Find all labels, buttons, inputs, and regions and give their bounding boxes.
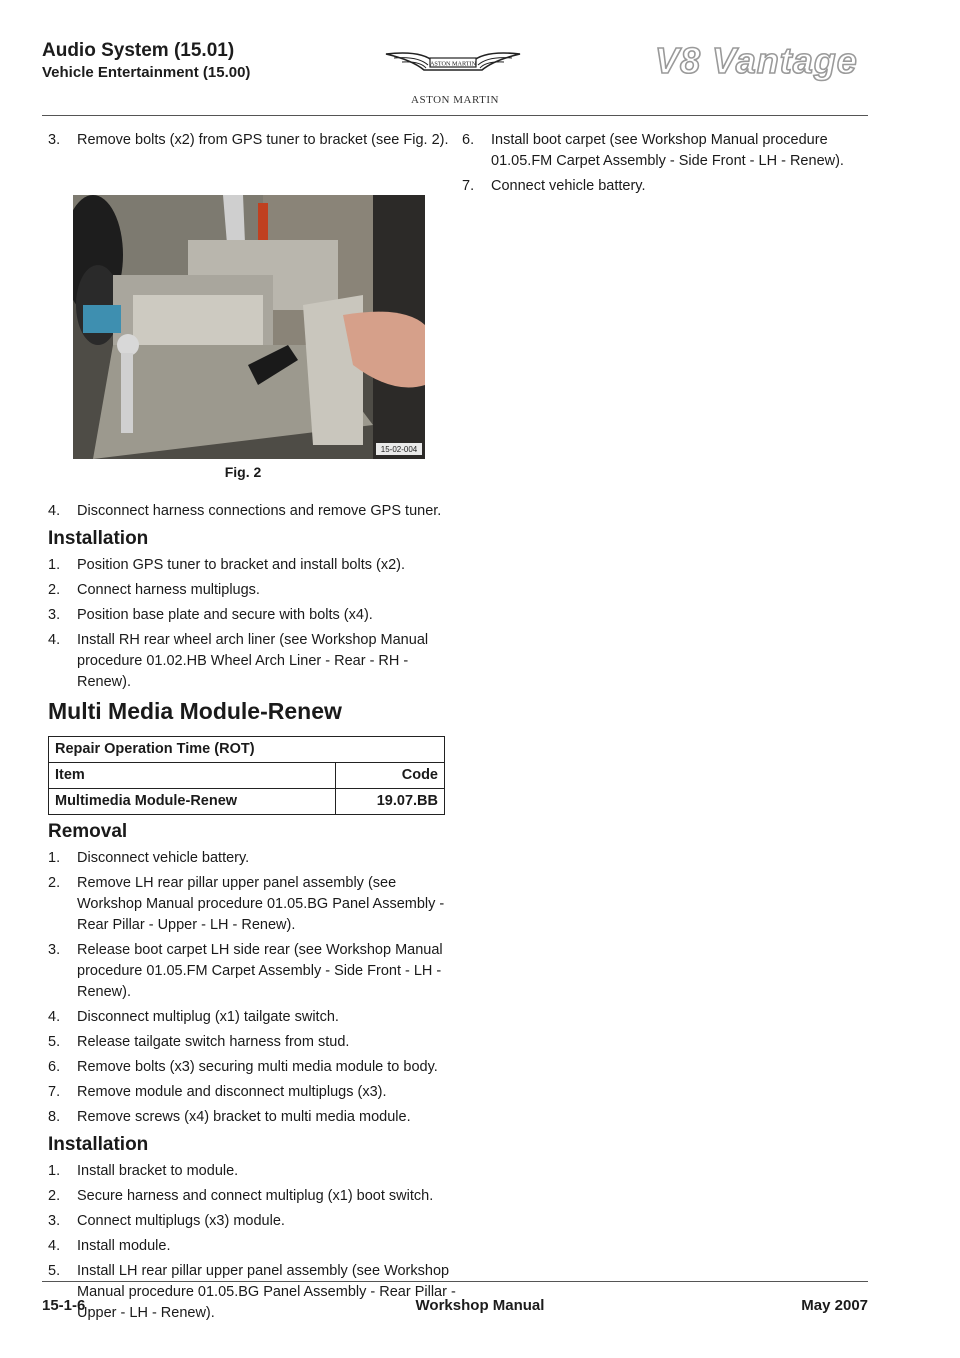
removal-steps-after-figure <box>48 501 458 522</box>
list-item <box>48 1082 458 1103</box>
installation2-heading: Installation <box>48 1134 149 1155</box>
step-text: Install module. <box>77 1238 171 1254</box>
step-number: 4. <box>48 503 61 519</box>
step-text: Remove screws (x4) bracket to multi media module. <box>77 1109 411 1125</box>
footer-divider <box>42 1281 868 1282</box>
installation-steps <box>48 555 458 693</box>
section-title-header: Audio System (15.01) <box>42 40 235 61</box>
list-item <box>48 130 458 151</box>
step-number: 7. <box>48 1084 61 1100</box>
figure-caption: Fig. 2 <box>224 464 262 480</box>
step-number: 5. <box>48 1263 61 1279</box>
step-number: 6. <box>48 1059 61 1075</box>
header-divider <box>42 115 868 116</box>
step-number: 2. <box>48 1188 61 1204</box>
rot-table <box>48 736 445 815</box>
step-text: Install RH rear wheel arch liner (see Workshop Manual procedure 01.02.HB Wheel Arch Liner - Rear - RH - Renew). <box>77 632 429 690</box>
list-item <box>48 605 458 626</box>
list-item <box>48 1186 458 1207</box>
step-number: 3. <box>48 607 61 623</box>
list-item <box>48 1107 458 1128</box>
list-item <box>48 1057 458 1078</box>
step-number: 4. <box>48 1238 61 1254</box>
step-number: 6. <box>462 132 475 148</box>
table-row <box>49 789 445 815</box>
step-number: 4. <box>48 1009 61 1025</box>
step-number: 3. <box>48 132 61 148</box>
step-text: Position GPS tuner to bracket and install bolts (x2). <box>77 557 406 573</box>
rot-row-item: Multimedia Module-Renew <box>49 789 336 815</box>
installation2-steps-continued <box>462 130 872 197</box>
step-number: 2. <box>48 582 61 598</box>
list-item <box>48 1161 458 1182</box>
step-number: 1. <box>48 557 61 573</box>
step-text: Remove bolts (x3) securing multi media module to body. <box>77 1059 438 1075</box>
list-item <box>48 1236 458 1257</box>
step-number: 1. <box>48 1163 61 1179</box>
footer-page-number: 15-1-6 <box>42 1297 86 1314</box>
step-text: Disconnect multiplug (x1) tailgate switch. <box>77 1009 339 1025</box>
gps-tuner-photo-illustration <box>73 195 425 459</box>
rot-row-code: 19.07.BB <box>335 789 444 815</box>
rot-header-item: Item <box>49 763 336 789</box>
step-number: 3. <box>48 942 61 958</box>
step-number: 7. <box>462 178 475 194</box>
step-text: Disconnect vehicle battery. <box>77 850 250 866</box>
list-item <box>48 1261 458 1324</box>
step-text: Install LH rear pillar upper panel assembly (see Workshop Manual procedure 01.05.BG Panel Assembly - Rear Pillar - Upper - LH - Renew). <box>77 1263 456 1321</box>
step-text: Install boot carpet (see Workshop Manual procedure 01.05.FM Carpet Assembly - Side Front - LH - Renew). <box>491 132 844 169</box>
list-item <box>462 176 872 197</box>
v8-vantage-brand: V8 Vantage <box>655 40 858 81</box>
list-item <box>48 848 458 869</box>
list-item <box>48 1007 458 1028</box>
list-item <box>48 1032 458 1053</box>
removal-heading: Removal <box>48 821 128 842</box>
logo-caption: ASTON MARTIN <box>411 94 499 106</box>
list-item <box>48 630 458 693</box>
list-item <box>48 940 458 1003</box>
step-text: Remove LH rear pillar upper panel assembly (see Workshop Manual procedure 01.05.BG Panel Assembly - Rear Pillar - Upper - LH - Renew). <box>77 875 445 933</box>
step-number: 5. <box>48 1034 61 1050</box>
figure-gps-tuner-photo <box>73 195 425 459</box>
step-number: 4. <box>48 632 61 648</box>
step-text: Release boot carpet LH side rear (see Workshop Manual procedure 01.05.FM Carpet Assembly - Side Front - LH - Renew). <box>77 942 443 1000</box>
step-number: 3. <box>48 1213 61 1229</box>
step-text: Remove bolts (x2) from GPS tuner to bracket (see Fig. 2). <box>77 132 449 148</box>
step-number: 2. <box>48 875 61 891</box>
step-number: 8. <box>48 1109 61 1125</box>
list-item <box>48 1211 458 1232</box>
list-item <box>48 873 458 936</box>
list-item <box>48 501 458 522</box>
list-item <box>462 130 872 172</box>
removal-steps <box>48 848 458 1128</box>
step-text: Release tailgate switch harness from stud. <box>77 1034 350 1050</box>
step-text: Remove module and disconnect multiplugs (x3). <box>77 1084 387 1100</box>
figure-code-label: 15-02-004 <box>380 445 418 454</box>
left-column <box>48 130 458 1328</box>
right-column <box>462 130 872 201</box>
step-number: 1. <box>48 850 61 866</box>
chapter-subtitle-header: Vehicle Entertainment (15.00) <box>42 64 251 81</box>
multi-media-module-title: Multi Media Module-Renew <box>48 698 342 724</box>
step-text: Connect multiplugs (x3) module. <box>77 1213 285 1229</box>
logo-badge-text: ASTON MARTIN <box>429 60 477 68</box>
footer-date: May 2007 <box>801 1297 868 1314</box>
step-text: Connect vehicle battery. <box>491 178 646 194</box>
step-text: Install bracket to module. <box>77 1163 239 1179</box>
step-text: Connect harness multiplugs. <box>77 582 260 598</box>
step-text: Position base plate and secure with bolts (x4). <box>77 607 373 623</box>
list-item <box>48 555 458 576</box>
installation-heading: Installation <box>48 528 149 549</box>
footer-manual-title: Workshop Manual <box>415 1297 545 1314</box>
removal-steps-continued <box>48 130 458 151</box>
rot-header-code: Code <box>335 763 444 789</box>
step-text: Secure harness and connect multiplug (x1) boot switch. <box>77 1188 434 1204</box>
rot-table-title: Repair Operation Time (ROT) <box>49 737 445 763</box>
step-text: Disconnect harness connections and remove GPS tuner. <box>77 503 442 519</box>
list-item <box>48 580 458 601</box>
